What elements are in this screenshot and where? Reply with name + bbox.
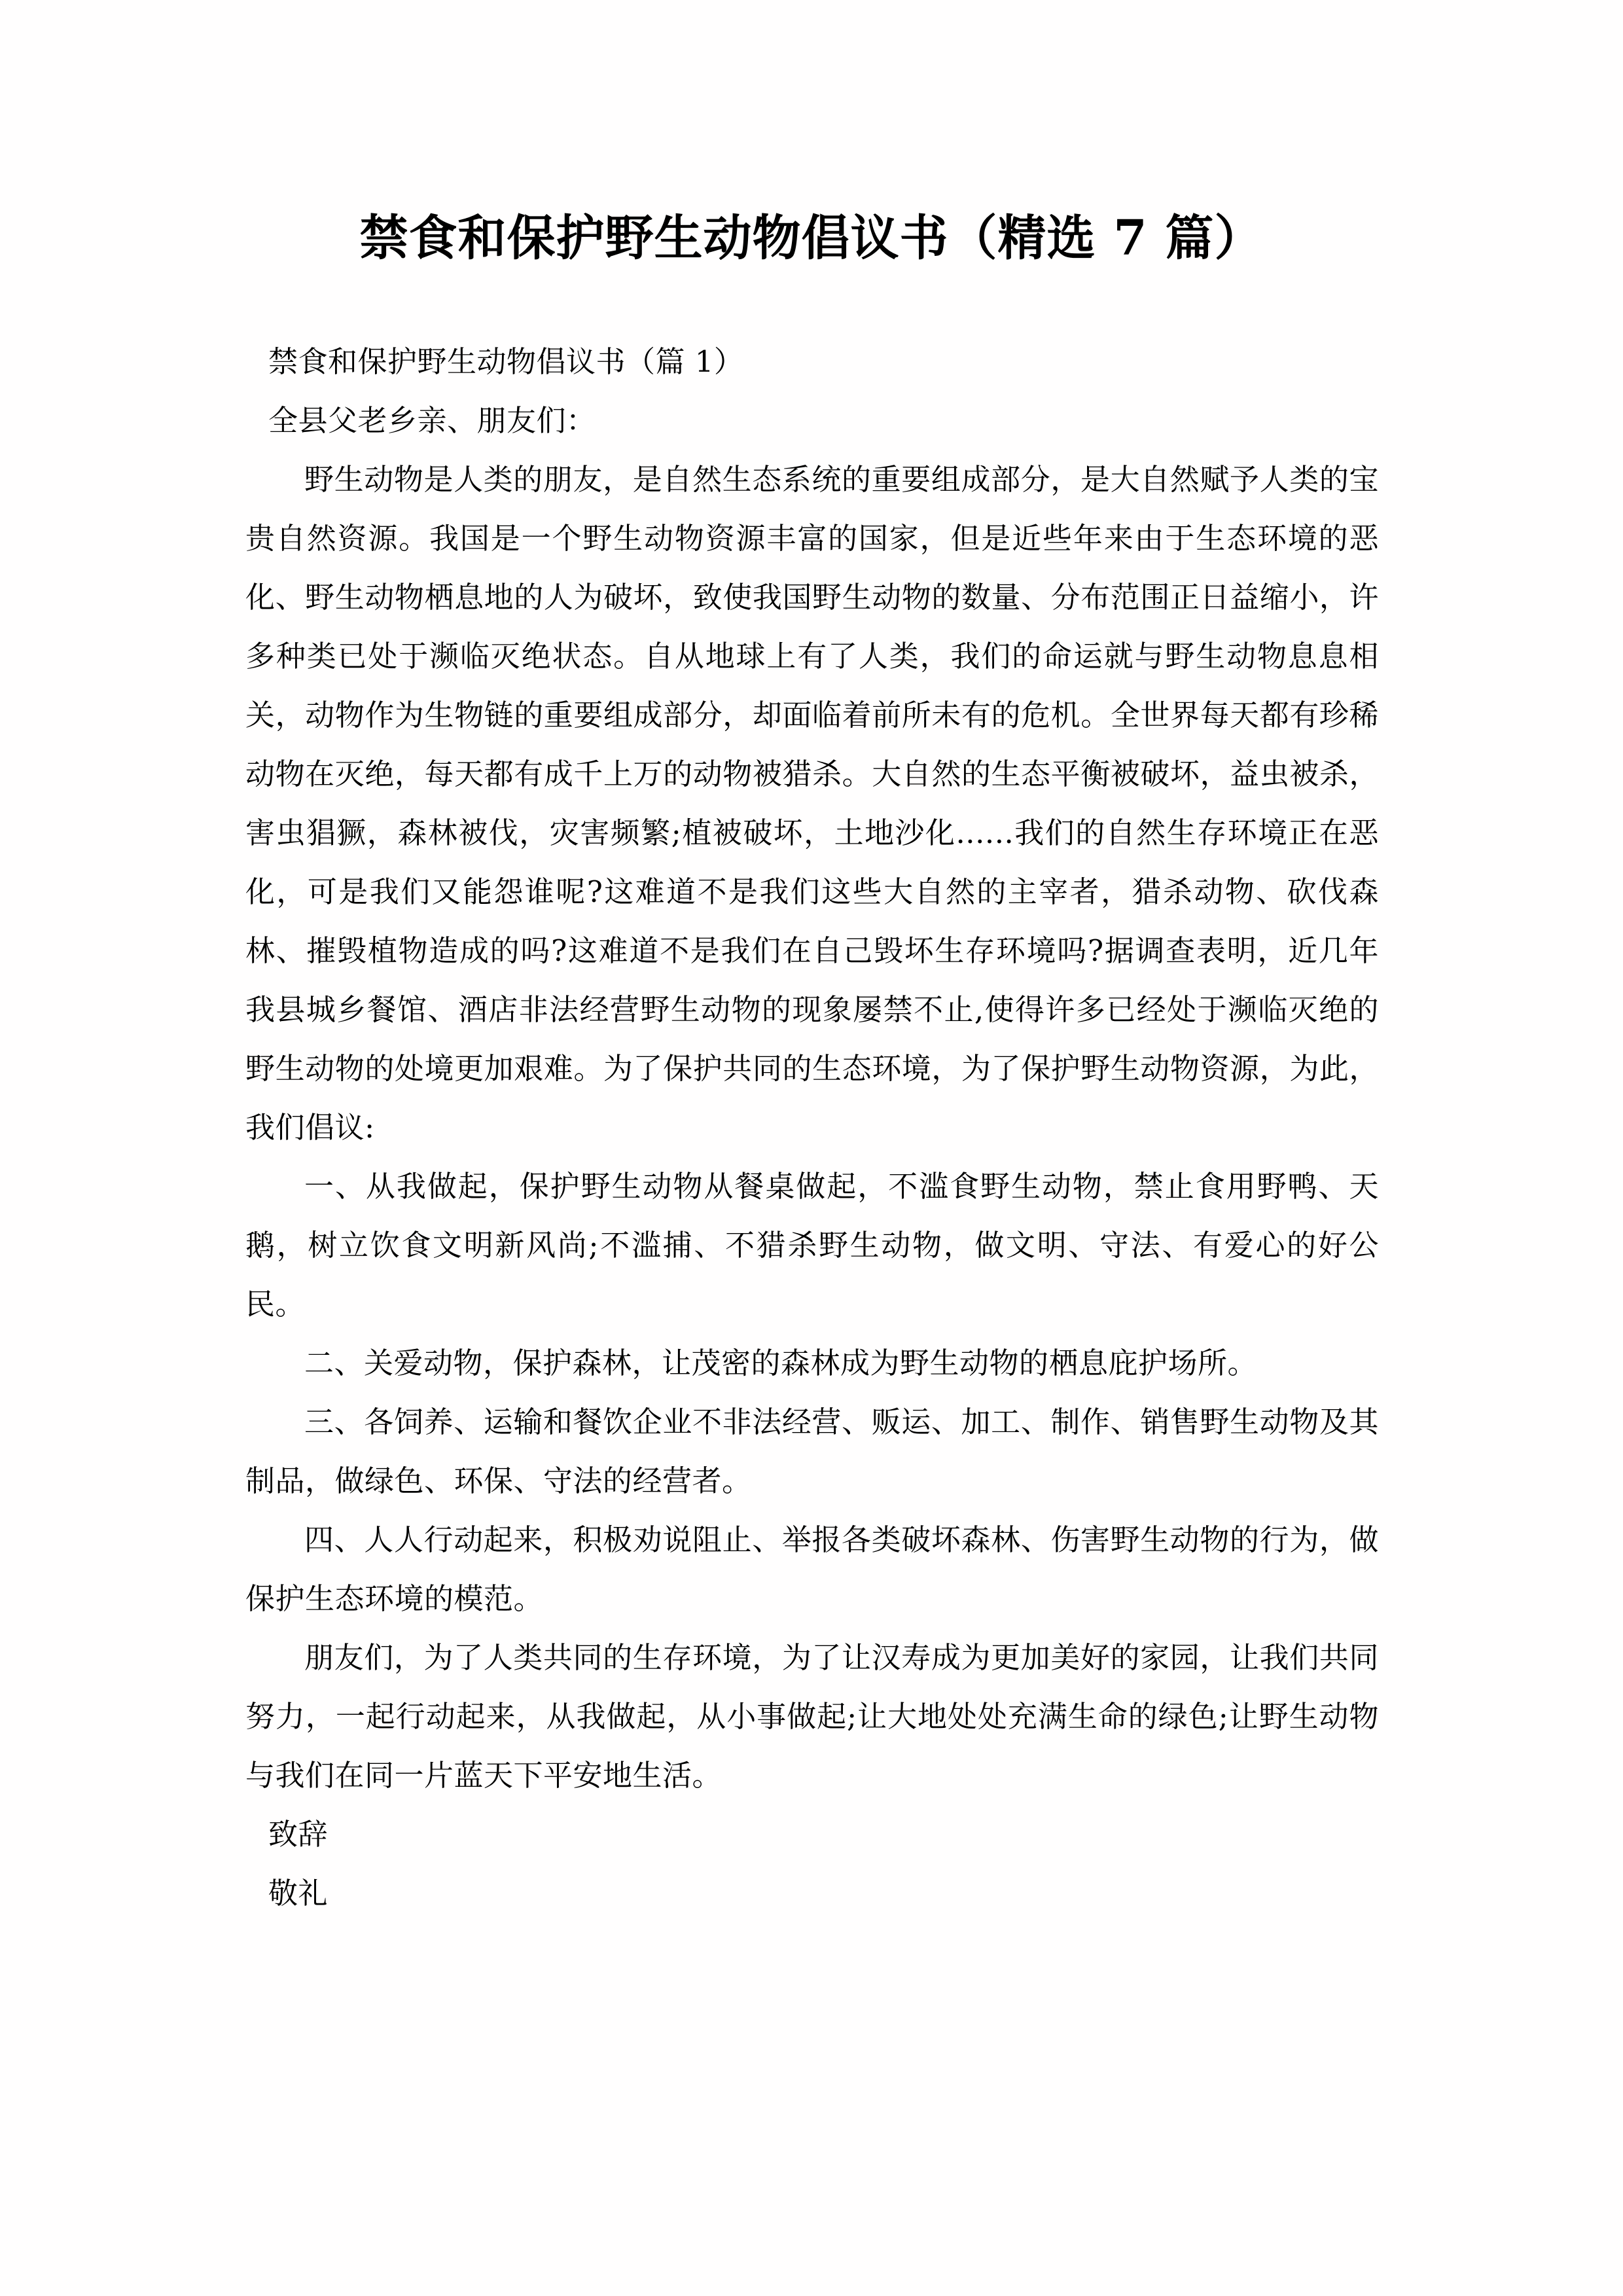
- body-paragraph-item-3: 三、各饲养、运输和餐饮企业不非法经营、贩运、加工、制作、销售野生动物及其制品，做绿色、环保、守法的经营者。: [245, 1405, 1379, 1498]
- closing-line-1: 致辞: [268, 1817, 329, 1852]
- page-title: 禁食和保护野生动物倡议书（精选 7 篇）: [359, 209, 1264, 266]
- body-paragraph-item-2: 二、关爱动物，保护森林，让茂密的森林成为野生动物的栖息庇护场所。: [304, 1346, 1258, 1380]
- section-subheading: 禁食和保护野生动物倡议书（篇 1）: [268, 344, 744, 379]
- body-paragraph-item-4: 四、人人行动起来，积极劝说阻止、举报各类破坏森林、伤害野生动物的行为，做保护生态环境的模范。: [245, 1522, 1379, 1616]
- salutation-line: 全县父老乡亲、朋友们：: [268, 403, 596, 438]
- body-paragraph-item-1: 一、从我做起，保护野生动物从餐桌做起，不滥食野生动物，禁止食用野鸭、天鹅，树立饮食文明新风尚;不滥捕、不猎杀野生动物，做文明、守法、有爱心的好公民。: [245, 1169, 1379, 1321]
- document-body: [245, 332, 1379, 1923]
- body-paragraph-1: 野生动物是人类的朋友，是自然生态系统的重要组成部分，是大自然赋予人类的宝贵自然资源。我国是一个野生动物资源丰富的国家，但是近些年来由于生态环境的恶化、野生动物栖息地的人为破坏，致使我国野生动物的数量、分布范围正日益缩小，许多种类已处于濒临灭绝状态。自从地球上有了人类，我们的命运就与野生动物息息相关，动物作为生物链的重要组成部分，却面临着前所未有的危机。全世界每天都有珍稀动物在灭绝，每天都有成千上万的动物被猎杀。大自然的生态平衡被破坏，益虫被杀，害虫猖獗，森林被伐，灾害频繁;植被破坏，土地沙化......我们的自然生存环境正在恶化，可是我们又能怨谁呢?这难道不是我们这些大自然的主宰者，猎杀动物、砍伐森林、摧毁植物造成的吗?这难道不是我们在自己毁坏生存环境吗?据调查表明，近几年我县城乡餐馆、酒店非法经营野生动物的现象屡禁不止,使得许多已经处于濒临灭绝的野生动物的处境更加艰难。为了保护共同的生态环境，为了保护野生动物资源，为此，我们倡议:: [245, 462, 1379, 1145]
- closing-line-2: 敬礼: [268, 1876, 329, 1910]
- body-paragraph-closing-appeal: 朋友们，为了人类共同的生存环境，为了让汉寿成为更加美好的家园，让我们共同努力，一起行动起来，从我做起，从小事做起;让大地处处充满生命的绿色;让野生动物与我们在同一片蓝天下平安地生活。: [245, 1640, 1379, 1793]
